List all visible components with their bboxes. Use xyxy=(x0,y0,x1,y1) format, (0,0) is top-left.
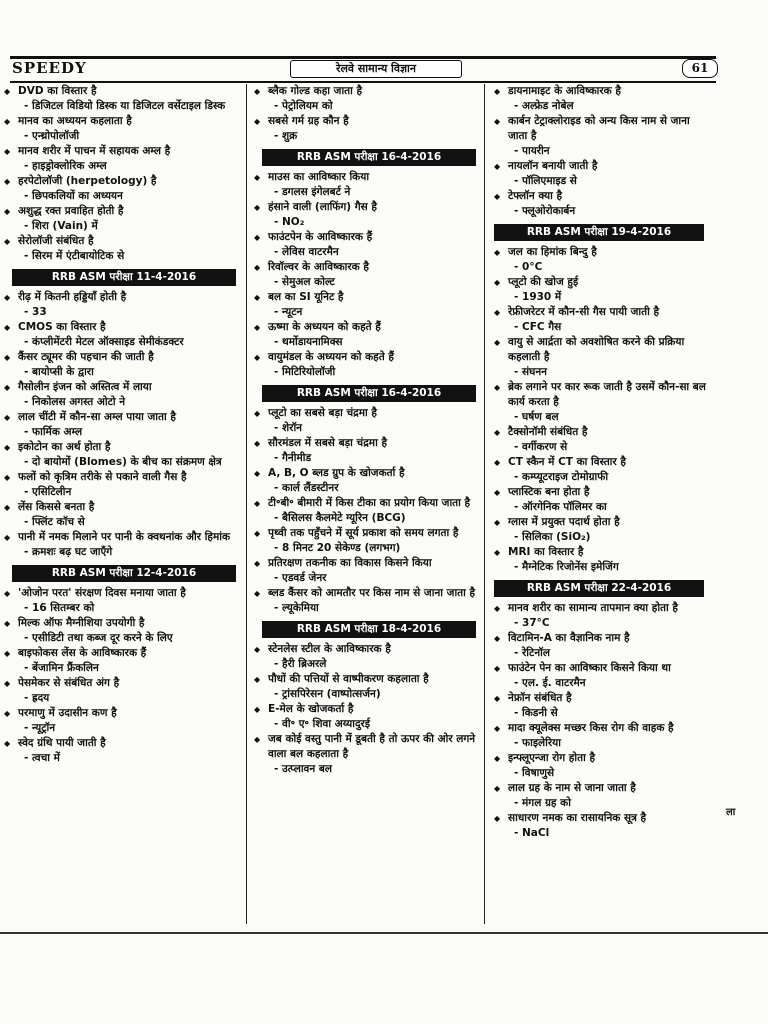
answer-item: - छिपकलियों का अध्ययन xyxy=(24,190,123,202)
question-item: ◆ कार्बन टेट्राक्लोराइड को अन्य किस नाम से जाना जाता है xyxy=(494,114,706,144)
exam-section-header: RRB ASM परीक्षा 22-4-2016 xyxy=(494,580,704,597)
question-item: ◆ अशुद्ध रक्त प्रवाहित होती है xyxy=(4,204,242,219)
page-number: 61 xyxy=(682,59,718,78)
question-item: ◆ फाउंटेन पेन का आविष्कार किसने किया था xyxy=(494,661,706,676)
answer-item: - क्रमशः बढ़ घट जाएँगे xyxy=(24,546,113,558)
answer-item: - एल. ई. वाटरमैन xyxy=(514,677,586,689)
answer-item: - CFC गैस xyxy=(514,321,562,333)
answer-item: - मैग्नेटिक रिजोनेंस इमेजिंग xyxy=(514,561,619,573)
question-item: ◆ मानव का अध्ययन कहलाता है xyxy=(4,114,242,129)
answer-item: - सिलिका (SiO₂) xyxy=(514,531,591,543)
answer-item: - न्यूट्रॉन xyxy=(24,722,56,734)
question-item: ◆ माउस का आविष्कार किया xyxy=(254,170,476,185)
answer-item: - लेविस वाटरमैन xyxy=(274,246,339,258)
question-item: ◆ परमाणु में उदासीन कण है xyxy=(4,706,242,721)
question-item: ◆ मानव शरीर में पाचन में सहायक अम्ल है xyxy=(4,144,242,159)
answer-item: - पायरीन xyxy=(514,145,550,157)
answer-item: - उत्प्लावन बल xyxy=(274,763,332,775)
answer-item: - ल्यूकेमिया xyxy=(274,602,319,614)
question-item: ◆ टी॰बी॰ बीमारी में किस टीका का प्रयोग किया जाता है xyxy=(254,496,476,511)
question-item: ◆ वायुमंडल के अध्ययन को कहते हैं xyxy=(254,350,476,365)
exam-section-header: RRB ASM परीक्षा 11-4-2016 xyxy=(12,269,236,286)
margin-note: ला xyxy=(726,807,736,818)
answer-item: - पॉलिएमाइड से xyxy=(514,175,577,187)
answer-item: - 33 xyxy=(24,306,47,318)
answer-item: - सिरम में एंटीबायोटिक से xyxy=(24,250,125,262)
question-item: ◆ सबसे गर्म ग्रह कौन है xyxy=(254,114,476,129)
answer-item: - 0°C xyxy=(514,261,543,273)
answer-item: - हैरी ब्रिअरले xyxy=(274,658,327,670)
question-item: ◆ टेफ्लॉन क्या है xyxy=(494,189,706,204)
answer-item: - बैसिलस कैलमेटे ग्यूरिन (BCG) xyxy=(274,512,406,524)
question-item: ◆ लाल चींटी में कौन-सा अम्ल पाया जाता है xyxy=(4,410,242,425)
question-item: ◆ प्रतिरक्षण तकनीक का विकास किसने किया xyxy=(254,556,476,571)
answer-item: - बायोप्सी के द्वारा xyxy=(24,366,94,378)
answer-item: - NO₂ xyxy=(274,216,305,228)
question-item: ◆ रीढ़ में कितनी हड्डियाँ होती है xyxy=(4,290,242,305)
question-item: ◆ हरपेटोलॉजी (herpetology) है xyxy=(4,174,242,189)
question-item: ◆ CMOS का विस्तार है xyxy=(4,320,242,335)
question-item: ◆ विटामिन-A का वैज्ञानिक नाम है xyxy=(494,631,706,646)
answer-item: - 1930 में xyxy=(514,291,562,303)
question-item: ◆ प्लूटो की खोज हुई xyxy=(494,275,706,290)
answer-item: - हाइड्रोक्लोरिक अम्ल xyxy=(24,160,107,172)
question-item: ◆ कैंसर ट्यूमर की पहचान की जाती है xyxy=(4,350,242,365)
question-item: ◆ हंसाने वाली (लाफिंग) गैस है xyxy=(254,200,476,215)
answer-item: - मिटिरियोलॉजी xyxy=(274,366,336,378)
question-item: ◆ रेफ्रीजरेटर में कौन-सी गैस पायी जाती है xyxy=(494,305,706,320)
answer-item: - निकोलस अगस्त ओटो ने xyxy=(24,396,126,408)
answer-item: - कम्प्यूटराइज टोमोग्राफी xyxy=(514,471,609,483)
question-item: ◆ मानव शरीर का सामान्य तापमान क्या होता है xyxy=(494,601,706,616)
question-item: ◆ स्टेनलेस स्टील के आविष्कारक है xyxy=(254,642,476,657)
question-item: ◆ जब कोई वस्तु पानी में डूबती है तो ऊपर की ओर लगने वाला बल कहलाता है xyxy=(254,732,476,762)
question-item: ◆ A, B, O ब्लड ग्रुप के खोजकर्ता है xyxy=(254,466,476,481)
question-item: ◆ ब्लैक गोल्ड कहा जाता है xyxy=(254,84,476,99)
question-item: ◆ पानी में नमक मिलाने पर पानी के क्वथनांक और हिमांक xyxy=(4,530,242,545)
question-item: ◆ सौरमंडल में सबसे बड़ा चंद्रमा है xyxy=(254,436,476,451)
column-divider xyxy=(484,84,485,924)
question-item: ◆ फाउंटपेन के आविष्कारक हैं xyxy=(254,230,476,245)
answer-item: - एन्थ्रोपोलॉजी xyxy=(24,130,80,142)
question-item: ◆ MRI का विस्तार है xyxy=(494,545,706,560)
answer-item: - त्वचा में xyxy=(24,752,60,764)
answer-item: - गैनीमीड xyxy=(274,452,312,464)
answer-item: - रेटिनॉल xyxy=(514,647,550,659)
column-2 xyxy=(254,84,476,777)
question-item: ◆ प्लास्टिक बना होता है xyxy=(494,485,706,500)
answer-item: - फ्लिंट कॉच से xyxy=(24,516,85,528)
answer-item: - शेरॉन xyxy=(274,422,302,434)
answer-item: - वी॰ ए॰ शिवा अय्यादुरई xyxy=(274,718,371,730)
question-item: ◆ बाइफोकस लेंस के आविष्कारक हैं xyxy=(4,646,242,661)
answer-item: - कार्ल लैंडस्टीनर xyxy=(274,482,339,494)
exam-section-header: RRB ASM परीक्षा 16-4-2016 xyxy=(262,149,476,166)
answer-item: - ऑरगेनिक पॉलिमर का xyxy=(514,501,607,513)
question-item: ◆ पौधों की पत्तियों से वाष्पीकरण कहलाता है xyxy=(254,672,476,687)
answer-item: - पेट्रोलियम को xyxy=(274,100,333,112)
answer-item: - शिरा (Vain) में xyxy=(24,220,98,232)
question-item: ◆ इकोटोन का अर्थ होता है xyxy=(4,440,242,455)
answer-item: - ह्रदय xyxy=(24,692,50,704)
answer-item: - 8 मिनट 20 सेकेण्ड (लगभग) xyxy=(274,542,401,554)
answer-item: - मंगल ग्रह को xyxy=(514,797,571,809)
answer-item: - 16 सितम्बर को xyxy=(24,602,95,614)
answer-item: - एडवर्ड जेनर xyxy=(274,572,327,584)
question-item: ◆ पृथ्वी तक पहुँचने में सूर्य प्रकाश को समय लगता है xyxy=(254,526,476,541)
answer-item: - फार्मिक अम्ल xyxy=(24,426,83,438)
answer-item: - न्यूटन xyxy=(274,306,303,318)
exam-section-header: RRB ASM परीक्षा 19-4-2016 xyxy=(494,224,704,241)
question-item: ◆ गैसोलीन इंजन को अस्तित्व में लाया xyxy=(4,380,242,395)
answer-item: - NaCl xyxy=(514,827,550,839)
question-item: ◆ ग्लास में प्रयुक्त पदार्थ होता है xyxy=(494,515,706,530)
question-item: ◆ स्वेद ग्रंथि पायी जाती है xyxy=(4,736,242,751)
question-item: ◆ लेंस किससे बनता है xyxy=(4,500,242,515)
answer-item: - बेंजामिन फ्रैंकलिन xyxy=(24,662,99,674)
exam-section-header: RRB ASM परीक्षा 12-4-2016 xyxy=(12,565,236,582)
question-item: ◆ रिवॉल्वर के आविष्कारक है xyxy=(254,260,476,275)
answer-item: - किडनी से xyxy=(514,707,558,719)
column-1 xyxy=(4,84,242,766)
question-item: ◆ ब्लड कैंसर को आमतौर पर किस नाम से जाना जाता है xyxy=(254,586,476,601)
question-item: ◆ जल का हिमांक बिन्दु है xyxy=(494,245,706,260)
answer-item: - दो बायोमों (Blomes) के बीच का संक्रमण क्षेत्र xyxy=(24,456,222,468)
exam-section-header: RRB ASM परीक्षा 18-4-2016 xyxy=(262,621,476,638)
answer-item: - संघनन xyxy=(514,366,547,378)
question-item: ◆ मादा क्यूलेक्स मच्छर किस रोग की वाहक है xyxy=(494,721,706,736)
question-item: ◆ 'ओजोन परत' संरक्षण दिवस मनाया जाता है xyxy=(4,586,242,601)
question-item: ◆ साधारण नमक का रासायनिक सूत्र है xyxy=(494,811,706,826)
question-item: ◆ पेसमेकर से संबंधित अंग है xyxy=(4,676,242,691)
answer-item: - सेमुअल कोल्ट xyxy=(274,276,335,288)
answer-item: - विषाणुसे xyxy=(514,767,555,779)
question-item: ◆ सेरोलॉजी संबंधित है xyxy=(4,234,242,249)
answer-item: - डिजिटल विडियो डिस्क या डिजिटल वर्सेटाइल डिस्क xyxy=(24,100,226,112)
answer-item: - थर्मोडायनामिक्स xyxy=(274,336,343,348)
question-item: ◆ नायलॉन बनायी जाती है xyxy=(494,159,706,174)
column-3 xyxy=(494,84,706,841)
answer-item: - फाइलेरिया xyxy=(514,737,561,749)
question-item: ◆ DVD का विस्तार है xyxy=(4,84,242,99)
answer-item: - अल्फ्रेड नोबेल xyxy=(514,100,574,112)
question-item: ◆ प्लूटो का सबसे बड़ा चंद्रमा है xyxy=(254,406,476,421)
question-item: ◆ नेफ्रॉन संबंधित है xyxy=(494,691,706,706)
question-item: ◆ CT स्कैन में CT का विस्तार है xyxy=(494,455,706,470)
answer-item: - शुक्र xyxy=(274,130,298,142)
answer-item: - वर्गीकरण से xyxy=(514,441,568,453)
column-divider xyxy=(246,84,247,924)
page-header xyxy=(10,56,716,83)
question-item: ◆ लाल ग्रह के नाम से जाना जाता है xyxy=(494,781,706,796)
answer-item: - एसीडिटी तथा कब्ज दूर करने के लिए xyxy=(24,632,173,644)
question-item: ◆ E-मेल के खोजकर्ता है xyxy=(254,702,476,717)
question-item: ◆ इन्फ्लूएन्जा रोग होता है xyxy=(494,751,706,766)
question-item: ◆ मिल्क ऑफ मैग्नीशिया उपयोगी है xyxy=(4,616,242,631)
answer-item: - 37°C xyxy=(514,617,550,629)
answer-item: - घर्षण बल xyxy=(514,411,559,423)
answer-item: - ट्रांसपिरेसन (वाष्पोत्सर्जन) xyxy=(274,688,381,700)
answer-item: - डगलस इंगेलबर्ट ने xyxy=(274,186,351,198)
publisher-logo: SPEEDY xyxy=(12,59,87,77)
answer-item: - कंप्लीमेंटरी मेटल ऑक्साइड सेमीकंडक्टर xyxy=(24,336,184,348)
question-item: ◆ ऊष्मा के अध्ययन को कहते हैं xyxy=(254,320,476,335)
answer-item: - एसिटिलीन xyxy=(24,486,72,498)
question-item: ◆ डायनामाइट के आविष्कारक है xyxy=(494,84,706,99)
answer-item: - फ्लूओरोकार्बन xyxy=(514,205,576,217)
page-title: रेलवे सामान्य विज्ञान xyxy=(290,60,462,78)
question-item: ◆ ब्रेक लगाने पर कार रूक जाती है उसमें कौन-सा बल कार्य करता है xyxy=(494,380,706,410)
question-item: ◆ टैक्सोनॉमी संबंधित है xyxy=(494,425,706,440)
question-item: ◆ फलों को कृत्रिम तरीके से पकाने वाली गैस है xyxy=(4,470,242,485)
exam-section-header: RRB ASM परीक्षा 16-4-2016 xyxy=(262,385,476,402)
footer-rule xyxy=(0,932,768,934)
question-item: ◆ बल का SI यूनिट है xyxy=(254,290,476,305)
question-item: ◆ वायु से आर्द्रता को अवशोषित करने की प्रक्रिया कहलाती है xyxy=(494,335,706,365)
